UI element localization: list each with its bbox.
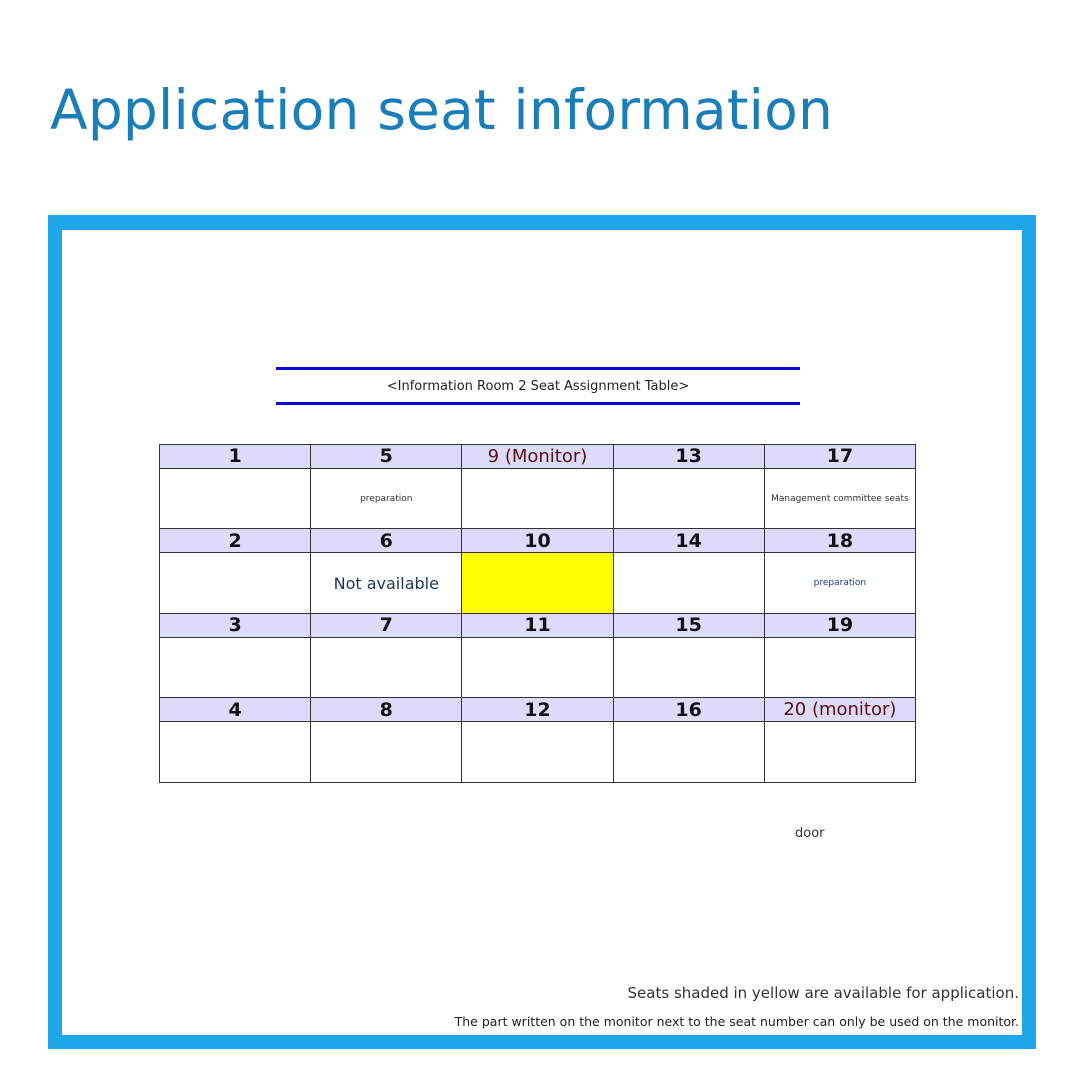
- seat-number: 13: [613, 445, 764, 469]
- seat-cell-8: [311, 722, 462, 783]
- seat-number: 8: [311, 698, 462, 722]
- seat-status-row: [160, 553, 916, 614]
- seat-number: 1: [160, 445, 311, 469]
- seat-cell-2: [160, 553, 311, 614]
- seat-number: 16: [613, 698, 764, 722]
- seat-number: 17: [764, 445, 915, 469]
- seat-cell-7: [311, 637, 462, 698]
- seat-number-monitor: 20 (monitor): [764, 698, 915, 722]
- seat-cell-17: Management committee seats: [764, 468, 915, 529]
- seat-number: 7: [311, 613, 462, 637]
- seat-cell-1: [160, 468, 311, 529]
- seat-table-title: <Information Room 2 Seat Assignment Table>: [276, 367, 800, 405]
- seat-status-row: [160, 468, 916, 529]
- seat-cell-3: [160, 637, 311, 698]
- seat-number-row: [160, 529, 916, 553]
- seat-number: 6: [311, 529, 462, 553]
- seat-number: 11: [462, 613, 613, 637]
- seat-cell-5: preparation: [311, 468, 462, 529]
- seat-cell-12: [462, 722, 613, 783]
- seat-cell-11: [462, 637, 613, 698]
- seat-cell-20: [764, 722, 915, 783]
- seat-number: 12: [462, 698, 613, 722]
- seat-number: 15: [613, 613, 764, 637]
- seat-number: 4: [160, 698, 311, 722]
- door-label: door: [795, 826, 825, 841]
- seat-number: 14: [613, 529, 764, 553]
- seat-status-row: [160, 722, 916, 783]
- seat-cell-6: Not available: [311, 553, 462, 614]
- seat-cell-13: [613, 468, 764, 529]
- seat-cell-19: [764, 637, 915, 698]
- seat-cell-18: preparation: [764, 553, 915, 614]
- seat-number: 19: [764, 613, 915, 637]
- seat-status-row: [160, 637, 916, 698]
- seat-number-monitor: 9 (Monitor): [462, 445, 613, 469]
- monitor-note: The part written on the monitor next to the seat number can only be used on the monitor.: [454, 1014, 1019, 1029]
- seat-number-row: [160, 613, 916, 637]
- seat-cell-9: [462, 468, 613, 529]
- seat-number: 10: [462, 529, 613, 553]
- seat-assignment-table: [159, 444, 916, 783]
- seat-cell-4: [160, 722, 311, 783]
- seat-number: 2: [160, 529, 311, 553]
- seat-number: 3: [160, 613, 311, 637]
- seat-number: 5: [311, 445, 462, 469]
- seat-cell-15: [613, 637, 764, 698]
- seat-number-row: [160, 698, 916, 722]
- availability-note: Seats shaded in yellow are available for application.: [627, 984, 1019, 1002]
- seat-number: 18: [764, 529, 915, 553]
- seat-number-row: [160, 445, 916, 469]
- page-title: Application seat information: [50, 78, 834, 142]
- seat-cell-10-available[interactable]: [462, 553, 613, 614]
- seat-cell-14: [613, 553, 764, 614]
- seat-cell-16: [613, 722, 764, 783]
